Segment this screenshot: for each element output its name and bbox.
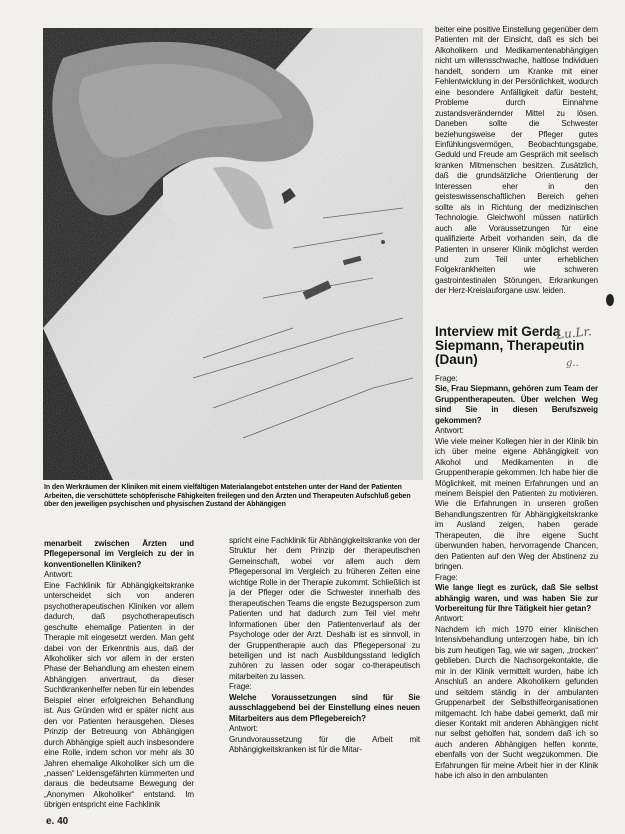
column-left xyxy=(44,539,194,811)
page-number: e. 40 xyxy=(46,816,69,827)
answer-label: Antwort: xyxy=(435,426,464,436)
question-label: Frage: xyxy=(229,682,252,692)
question-continued: menarbeit zwischen Ärzten und Pflegepersonal im Vergleich zu der in konventionellen Kliniken? xyxy=(44,539,194,569)
handwritten-note: Lu.Lr. xyxy=(555,324,593,342)
question-label: Frage: xyxy=(435,374,458,383)
answer-label: Antwort: xyxy=(44,570,73,580)
answer-label: Antwort: xyxy=(435,614,464,624)
interview-heading: Interview mit Gerda Siepmann, Therapeutin (Daun) xyxy=(435,324,585,367)
question-text: Wie lange liegt es zurück, daß Sie selbst abhängig waren, und was haben Sie zur Vorbereitung für Ihre Tätigkeit hier getan? xyxy=(435,583,598,613)
workshop-photo xyxy=(43,28,423,480)
column-right-top xyxy=(435,25,598,297)
answer-text: Wie viele meiner Kollegen hier in der Klinik bin ich über meine eigene Abhängigkeit von Alkohol und Medikamenten in die Gruppentherapie gekommen. Ich habe hier die Möglichkeit, mit meinen Erfahrungen und an meinem Beispiel den Patienten zu motivieren. Wie die Erfahrungen in unseren großen Behandlungszentren für Abhängigkeitskranke im Ausland zeigen, haben gerade Therapeuten, die ihre eigene Sucht überwunden haben, hervorragende Chancen, den Patienten auf den Weg der Abstinenz zu bringen. xyxy=(435,436,598,572)
question-text: Sie, Frau Siepmann, gehören zum Team der Gruppentherapeuten. Über welchen Weg sind Sie in diesen Berufszweig gekommen? xyxy=(435,384,598,425)
column-middle xyxy=(229,536,420,756)
handwritten-note-small: g.. xyxy=(566,358,579,369)
question-text: Welche Voraussetzungen sind für Sie ausschlaggebend bei der Einstellung eines neuen Mitarbeiters aus dem Pflegebereich? xyxy=(229,692,420,723)
answer-text: Nachdem ich mich 1970 einer klinischen Intensivbehandlung unterzogen habe, bin ich bis zum heutigen Tag, wie wir sagen, „trocken“ geblieben. Durch die Nachsorgekontakte, die mir in der Klinik vermittelt wurden, habe ich Anschluß an andere Alkoholikern gefunden und seitdem ständig in der ambulanten Gruppenarbeit der Selbsthilfeorganisationen mitgemacht. Ich habe dabei gemerkt, daß mir dieser Kontakt mit anderen Abhängigen nicht nur selbst geholfen hat, sondern daß ich so auch anderen Abhängigen helfen konnte, ebenfalls von der Sucht wegzukommen. Die Erfahrungen für meine Arbeit hier in der Klinik habe ich also in den ambulanten xyxy=(435,624,598,781)
photo-caption: In den Werkräumen der Kliniken mit einem vielfältigen Materialangebot entstehen unter der Hand der Patienten Arbeiten, die verschüttete schöpferische Fähigkeiten freilegen und den Ärzten und Therapeuten Aufschluß geben über den jeweiligen psychischen und physischen Zustand der Abhängigen xyxy=(44,484,411,509)
body-text: spricht eine Fachklinik für Abhängigkeitskranke von der Struktur her dem Prinzip der therapeutischen Gemeinschaft, wobei vor allem auch dem Pflegepersonal im Vergleich zu früheren Zeiten eine wichtige Rolle in der Therapie zukommt. Schließlich ist ja der Pfleger oder die Schwester innerhalb des therapeutischen Teams die engste Bezugsperson zum Patienten und hat dadurch zum Teil viel mehr Informationen über den Patientenverlauf als der Psychologe oder der Arzt. Deshalb ist es sinnvoll, in der Gruppentherapie auch das Pflegepersonal zu beteiligen und ist nach Ausbildungsstand lediglich zuhören zu lassen oder sogar co-therapeutisch mitarbeiten zu lassen. xyxy=(229,536,420,681)
body-text: beiter eine positive Einstellung gegenüber dem Patienten mit der Einsicht, daß es sich bei Alkoholikern und Medikamentenabhängigen nicht um willensschwache, haltlose Individuen handelt, sondern um Kranke mit einer Fehlentwicklung in der Persönlichkeit, wodurch eine besondere Anfälligkeit dafür besteht, Probleme durch Einnahme zustandsverändernder Mittel zu lösen. Daneben sollte die Schwester beziehungsweise der Pfleger gutes Einfühlungsvermögen, Beobachtungsgabe, Geduld und Freude am Gespräch mit seelisch kranken Mitmenschen besitzen. Zusätzlich, daß die grundsätzliche Orientierung der Interessen eher in den geisteswissenschaftlichen Bereich gehen sollte als in Richtung der medizinischen Technologie. Gleichwohl müssen natürlich auch alle Voraussetzungen für eine qualifizierte Arbeit vorhanden sein, da die Patienten in unserer Klinik möglichst werden und zum Teil unter erheblichen Folgekrankheiten wie schweren gastrointestinalen Störungen, Erkrankungen der Herz-Kreislauforgane usw. leiden. xyxy=(435,25,598,296)
column-right-interview xyxy=(435,374,598,782)
answer-text: Eine Fachklinik für Abhängigkeitskranke unterscheidet sich von anderen psychotherapeutischen Kliniken vor allem dadurch, daß psychotherapeutisch geschulte ehemalige Patienten in der Therapie mit eingesetzt werden. Man geht dabei von der Erkenntnis aus, daß der Alkoholiker sich vor allem in der ersten Phase der Behandlung am ehesten einem Abhängigen anvertraut, da dieser Suchtkrankenhelfer neben für ein lebendes Beispiel einer erfolgreichen Behandlung ist. Aus Gründen wird er später nicht aus den vor Patienten herausgehen. Dieses Prinzip der Betreuung von Abhängigen durch Abhängige spielt auch insbesondere eine Rolle, indem schon vor mehr als 30 Jahren ehemalige Alkoholiker sich um die „nassen“ Leidensgefährten kümmerten und daraus die bedeutsame Bewegung der „Anonymen Alkoholiker“ entstand. Im übrigen entspricht eine Fachklinik xyxy=(44,580,194,810)
question-label: Frage: xyxy=(435,572,458,582)
ink-mark xyxy=(606,294,614,306)
answer-text: Grundvoraussetzung für die Arbeit mit Abhängigkeitskranken ist für die Mitar- xyxy=(229,734,420,755)
answer-label: Antwort: xyxy=(229,724,258,734)
